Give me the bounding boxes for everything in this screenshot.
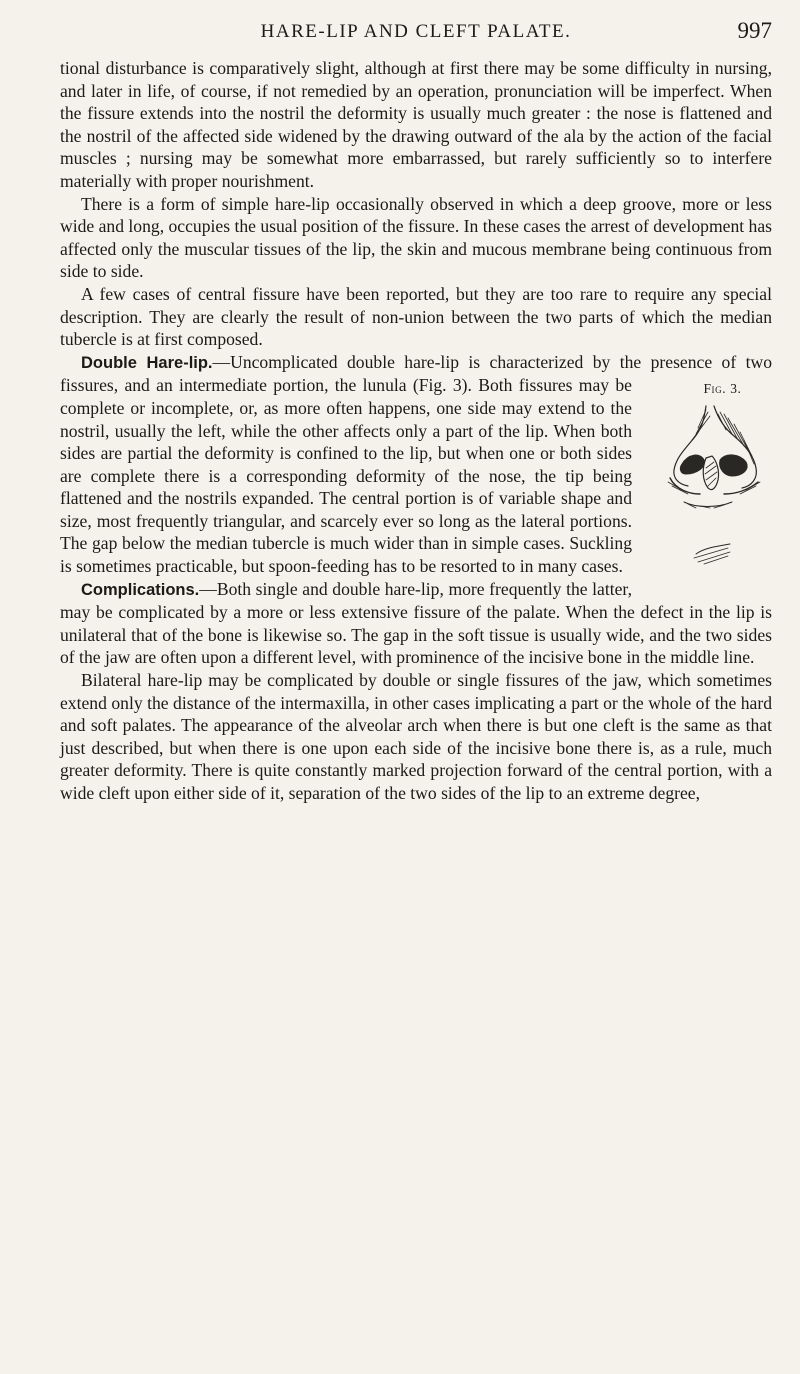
paragraph-bilateral: Bilateral hare-lip may be complicated by double or single fissures of the jaw, which sometimes extend only the distance of the intermaxilla, in other cases implicating a part or the whole of the hard and soft palates. The appearance of the alveolar arch when there is but one cleft is the same as that just described, but when there is one upon each side of the incisive bone there is, as a rule, much greater deformity. There is quite constantly marked projection forward of the central portion, with a wide cleft upon either side of it, separation of the two sides of the lip to an extreme degree, [60, 670, 772, 803]
double-hare-lip-engraving [648, 398, 776, 576]
running-title: HARE-LIP AND CLEFT PALATE. [260, 21, 572, 42]
complications-text: —Both single and double hare-lip, more frequently the latter, may be complicated by a more or less extensive fissure of the palate. When the defect in the lip is unilateral that of the bone is likewise so. The gap in the soft tissue is usually wide, and the two sides of the jaw are often upon a different level, with prominence of the incisive bone in the middle line. [60, 578, 772, 668]
double-harelip-text-lead: —Uncomplicated double hare-lip is characterized by the presence of two fissures, and an intermediate portion, the lunula (Fig. 3). [60, 351, 773, 396]
paragraph-double-harelip [60, 351, 772, 578]
paragraph-complications [60, 578, 772, 669]
body-text [60, 57, 772, 805]
paragraph-nursing: tional disturbance is comparatively slight, although at first there may be some difficulty in nursing, and later in life, of course, if not remedied by an operation, pronunciation will be imperfect. When the fissure extends into the nostril the deformity is usually much greater : the nose is flattened and the nostril of the affected side widened by the drawing outward of the ala by the action of the facial muscles ; nursing may be somewhat more embarrassed, but rarely sufficiently so to interfere materially with proper nourishment. [60, 58, 772, 191]
figure-3 [648, 378, 776, 576]
section-heading-complications: Complications. [81, 580, 200, 599]
double-harelip-text-rest: Both fissures may be complete or incomplete, or, as more often happens, one side may extend to the nostril, usually the left, while the other affects only a part of the lip. When both sides are partial the deformity is confined to the lip, but when one or both sides are complete there is a corresponding deformity of the nose, the tip being flattened and the nostrils expanded. The central portion is of variable shape and size, most frequently triangular, and scarcely ever so long as the lateral portions. The gap below the median tubercle is much wider than in simple cases. Suckling is sometimes practicable, but spoon-feeding has to be resorted to in many cases. [60, 375, 632, 577]
paragraph-central-fissure: A few cases of central fissure have been reported, but they are too rare to require any special description. They are clearly the result of non-union between the two parts of which the median tubercle is at first composed. [60, 283, 772, 350]
running-header [60, 20, 772, 46]
paragraph-simple-groove: There is a form of simple hare-lip occasionally observed in which a deep groove, more or less wide and long, occupies the usual position of the fissure. In these cases the arrest of development has affected only the muscular tissues of the lip, the skin and mucous membrane being continuous from side to side. [60, 193, 772, 282]
figure-label: Fig. 3. [703, 381, 742, 397]
section-heading-double-harelip: Double Hare-lip. [81, 353, 213, 372]
page-number: 997 [737, 18, 772, 43]
